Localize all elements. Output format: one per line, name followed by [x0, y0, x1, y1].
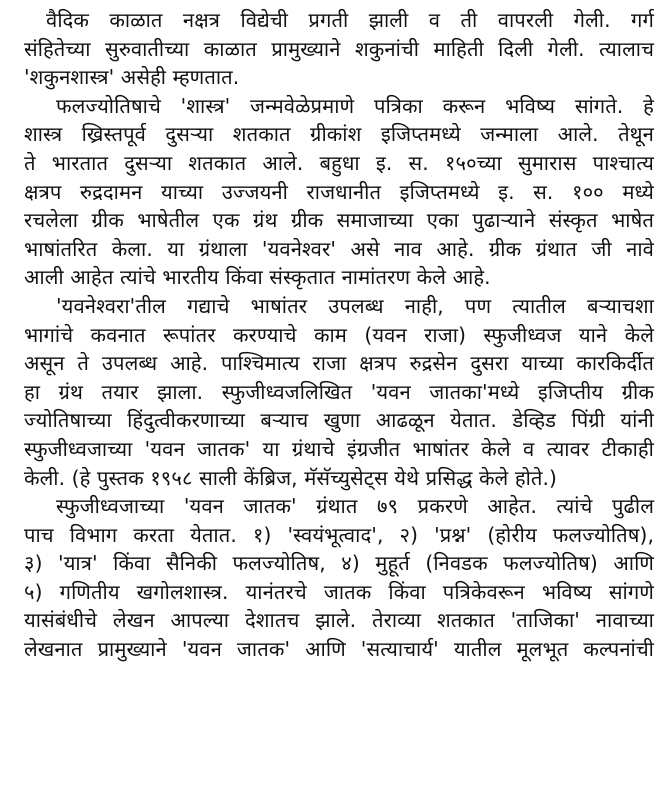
text-line: फलज्योतिषाचे 'शास्त्र' जन्मवेळेप्रमाणे पत्रिका करून भविष्य सांगते. हे — [56, 93, 654, 118]
text-line: भागांचे कवनात रूपांतर करण्याचे काम (यवन राजा) स्फुजीध्वज याने केले — [24, 322, 654, 347]
text-line: आली आहेत त्यांचे भारतीय किंवा संस्कृतात नामांतरण केले आहे. — [24, 265, 491, 290]
body-text — [24, 6, 654, 664]
text-line: ते भारतात दुसऱ्या शतकात आले. बहुधा इ. स. १५०च्या सुमारास पाश्चात्य — [24, 150, 654, 175]
text-line: शास्त्र ख्रिस्तपूर्व दुसऱ्या शतकात ग्रीकांश इजिप्तमध्ये जन्माला आले. तेथून — [24, 122, 654, 147]
text-line: स्फुजीध्वजाच्या 'यवन जातक' ग्रंथात ७९ प्रकरणे आहेत. त्यांचे पुढील — [56, 494, 654, 519]
text-line: 'यवनेश्वरा'तील गद्याचे भाषांतर उपलब्ध नाही, पण त्यातील बऱ्याचशा — [56, 293, 654, 318]
text-line: स्फुजीध्वजाच्या 'यवन जातक' या ग्रंथाचे इंग्रजीत भाषांतर केले व त्यावर टीकाही — [24, 436, 654, 461]
text-line: वैदिक काळात नक्षत्र विद्येची प्रगती झाली व ती वापरली गेली. गर्ग — [46, 8, 654, 32]
text-line: संहितेच्या सुरुवातीच्या काळात प्रामुख्याने शकुनांची माहिती दिली गेली. त्यालाच — [24, 36, 654, 61]
paragraph-1 — [24, 6, 654, 92]
text-line: ज्योतिषाच्या हिंदुत्वीकरणाच्या बऱ्याच खुणा आढळून येतात. डेव्हिड पिंग्री यांनी — [24, 408, 654, 433]
text-line: असून ते उपलब्ध आहे. पाश्चिमात्य राजा क्षत्रप रुद्रसेन दुसरा याच्या कारकिर्दीत — [24, 351, 654, 376]
text-line: लेखनात प्रामुख्याने 'यवन जातक' आणि 'सत्याचार्य' यातील मूलभूत कल्पनांची — [24, 637, 654, 662]
text-line: भाषांतरित केला. या ग्रंथाला 'यवनेश्वर' असे नाव आहे. ग्रीक ग्रंथात जी नावे — [24, 236, 654, 261]
text-line: ३) 'यात्र' किंवा सैनिकी फलज्योतिष, ४) मुहूर्त (निवडक फलज्योतिष) आणि — [24, 551, 654, 576]
text-line: यासंबंधीचे लेखन आपल्या देशातच झाले. तेराव्या शतकात 'ताजिका' नावाच्या — [24, 608, 654, 633]
text-line: हा ग्रंथ तयार झाला. स्फुजीध्वजलिखित 'यवन जातका'मध्ये इजिप्तीय ग्रीक — [24, 379, 654, 404]
text-line: क्षत्रप रुद्रदामन याच्या उज्जयनी राजधानीत इजिप्तमध्ये इ. स. १०० मध्ये — [24, 179, 654, 204]
text-line: 'शकुनशास्त्र' असेही म्हणतात. — [24, 65, 240, 90]
text-line: केली. (हे पुस्तक १९५८ साली केंब्रिज, मॅसॅच्युसेट्स येथे प्रसिद्ध केले होते.) — [24, 465, 558, 490]
paragraph-2 — [24, 92, 654, 292]
text-line: रचलेला ग्रीक भाषेतील एक ग्रंथ ग्रीक समाजाच्या एका पुढाऱ्याने संस्कृत भाषेत — [24, 208, 654, 233]
paragraph-3 — [24, 292, 654, 492]
text-line: पाच विभाग करता येतात. १) 'स्वयंभूत्वाद', २) 'प्रश्न' (होरीय फलज्योतिष), — [24, 522, 654, 547]
paragraph-4 — [24, 492, 654, 664]
text-line: ५) गणितीय खगोलशास्त्र. यानंतरचे जातक किंवा पत्रिकेवरून भविष्य सांगणे — [24, 579, 654, 604]
